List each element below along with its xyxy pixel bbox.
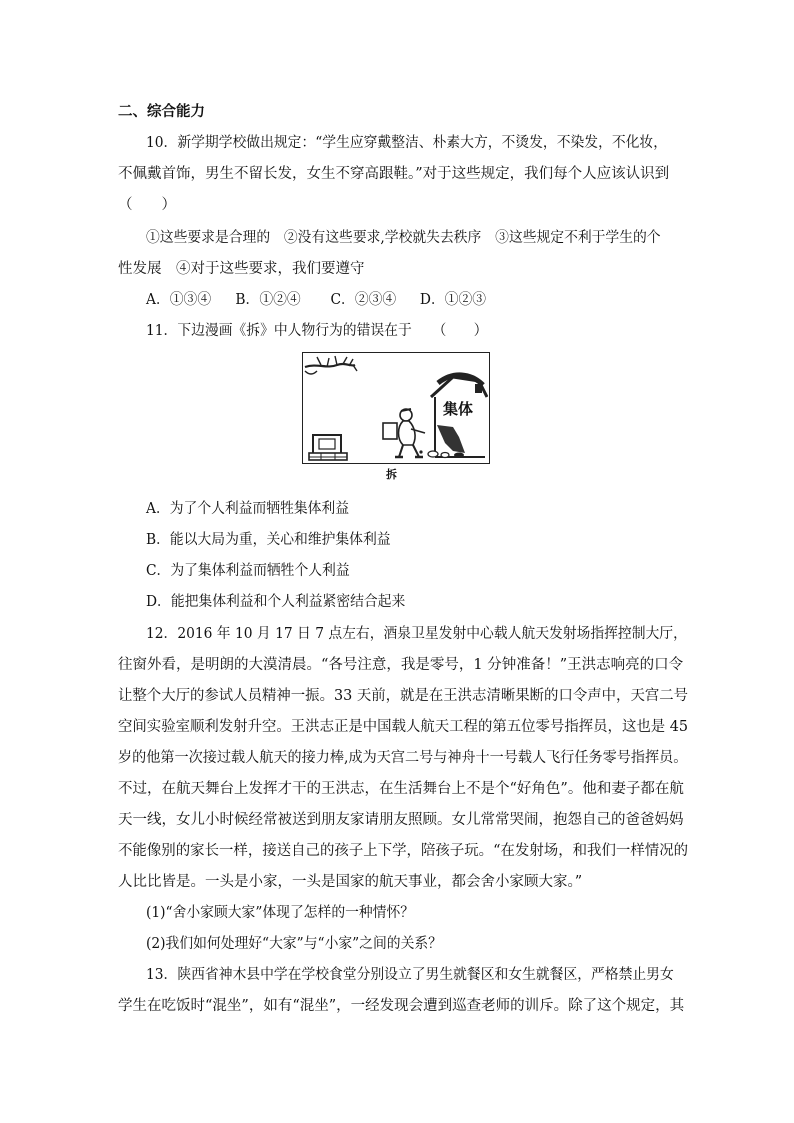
q12-line-3: 让整个大厅的参试人员精神一振。33 天前，就是在王洪志清晰果断的口令声中，天宫二号 xyxy=(118,688,689,704)
q12-line-8: 不能像别的家长一样，接送自己的孩子上下学，陪孩子玩。“在发射场，和我们一样情况的 xyxy=(118,843,689,859)
q10-line-1: 10．新学期学校做出规定：“学生应穿戴整洁、朴素大方，不烫发，不染发，不化妆， xyxy=(146,135,668,151)
q11-stem: 11．下边漫画《拆》中人物行为的错误在于 （ ） xyxy=(146,323,488,339)
q10-option-b: B．①②④ xyxy=(235,292,301,308)
q12-line-5: 岁的他第一次接过载人航天的接力棒,成为天宫二号与神舟十一号载人飞行任务零号指挥员。 xyxy=(118,750,688,766)
q12-subquestion-1: (1)“舍小家顾大家”体现了怎样的一种情怀？ xyxy=(146,905,415,921)
q12-line-2: 往窗外看，是明朗的大漠清晨。“各号注意，我是零号，1 分钟准备！”王洪志响亮的口令 xyxy=(118,657,684,673)
q12-line-1: 12．2016 年 10 月 17 日 7 点左右，酒泉卫星发射中心载人航天发射场指挥控制大厅， xyxy=(146,626,687,642)
q10-options xyxy=(146,290,688,310)
section-heading: 二、综合能力 xyxy=(118,104,205,120)
q11-option-c: C．为了集体利益而牺牲个人利益 xyxy=(146,563,350,579)
q12-line-7: 天一线，女儿小时候经常被送到朋友家请朋友照顾。女儿常常哭闹，抱怨自己的爸爸妈妈 xyxy=(118,812,684,828)
cartoon-caption: 拆 xyxy=(386,468,397,481)
q11-option-a: A．为了个人利益而牺牲集体利益 xyxy=(146,501,350,517)
q10-answer-blank: （ ） xyxy=(118,197,176,213)
q13-line-2: 学生在吃饭时“混坐”，如有“混坐”，一经发现会遭到巡查老师的训斥。除了这个规定，其 xyxy=(118,998,685,1014)
q12-line-4: 空间实验室顺利发射升空。王洪志正是中国载人航天工程的第五位零号指挥员，这也是 45 xyxy=(118,719,689,735)
q10-option-a: A．①③④ xyxy=(146,292,212,308)
q10-line-2: 不佩戴首饰，男生不留长发，女生不穿高跟鞋。”对于这些规定，我们每个人应该认识到 xyxy=(118,166,670,182)
q10-option-d: D．①②③ xyxy=(419,292,487,308)
q12-line-9: 人比比皆是。一头是小家，一头是国家的航天事业，都会舍小家顾大家。” xyxy=(118,874,583,890)
cartoon-drawing xyxy=(303,353,488,462)
q13-line-1: 13．陕西省神木县中学在学校食堂分别设立了男生就餐区和女生就餐区，严格禁止男女 xyxy=(146,967,674,983)
q10-option-c: C．②③④ xyxy=(330,292,397,308)
q10-statements-line-1: ①这些要求是合理的 ②没有这些要求,学校就失去秩序 ③这些规定不利于学生的个 xyxy=(146,230,661,246)
cartoon-chai xyxy=(302,352,490,464)
q11-option-b: B．能以大局为重，关心和维护集体利益 xyxy=(146,532,391,548)
q12-subquestion-2: (2)我们如何处理好“大家”与“小家”之间的关系？ xyxy=(146,936,442,952)
cartoon-building-label: 集体 xyxy=(443,400,474,418)
q12-line-6: 不过，在航天舞台上发挥才干的王洪志，在生活舞台上不是个“好角色”。他和妻子都在航 xyxy=(118,781,684,797)
q11-option-d: D．能把集体利益和个人利益紧密结合起来 xyxy=(146,594,406,610)
q10-statements-line-2: 性发展 ④对于这些要求，我们要遵守 xyxy=(118,261,365,277)
